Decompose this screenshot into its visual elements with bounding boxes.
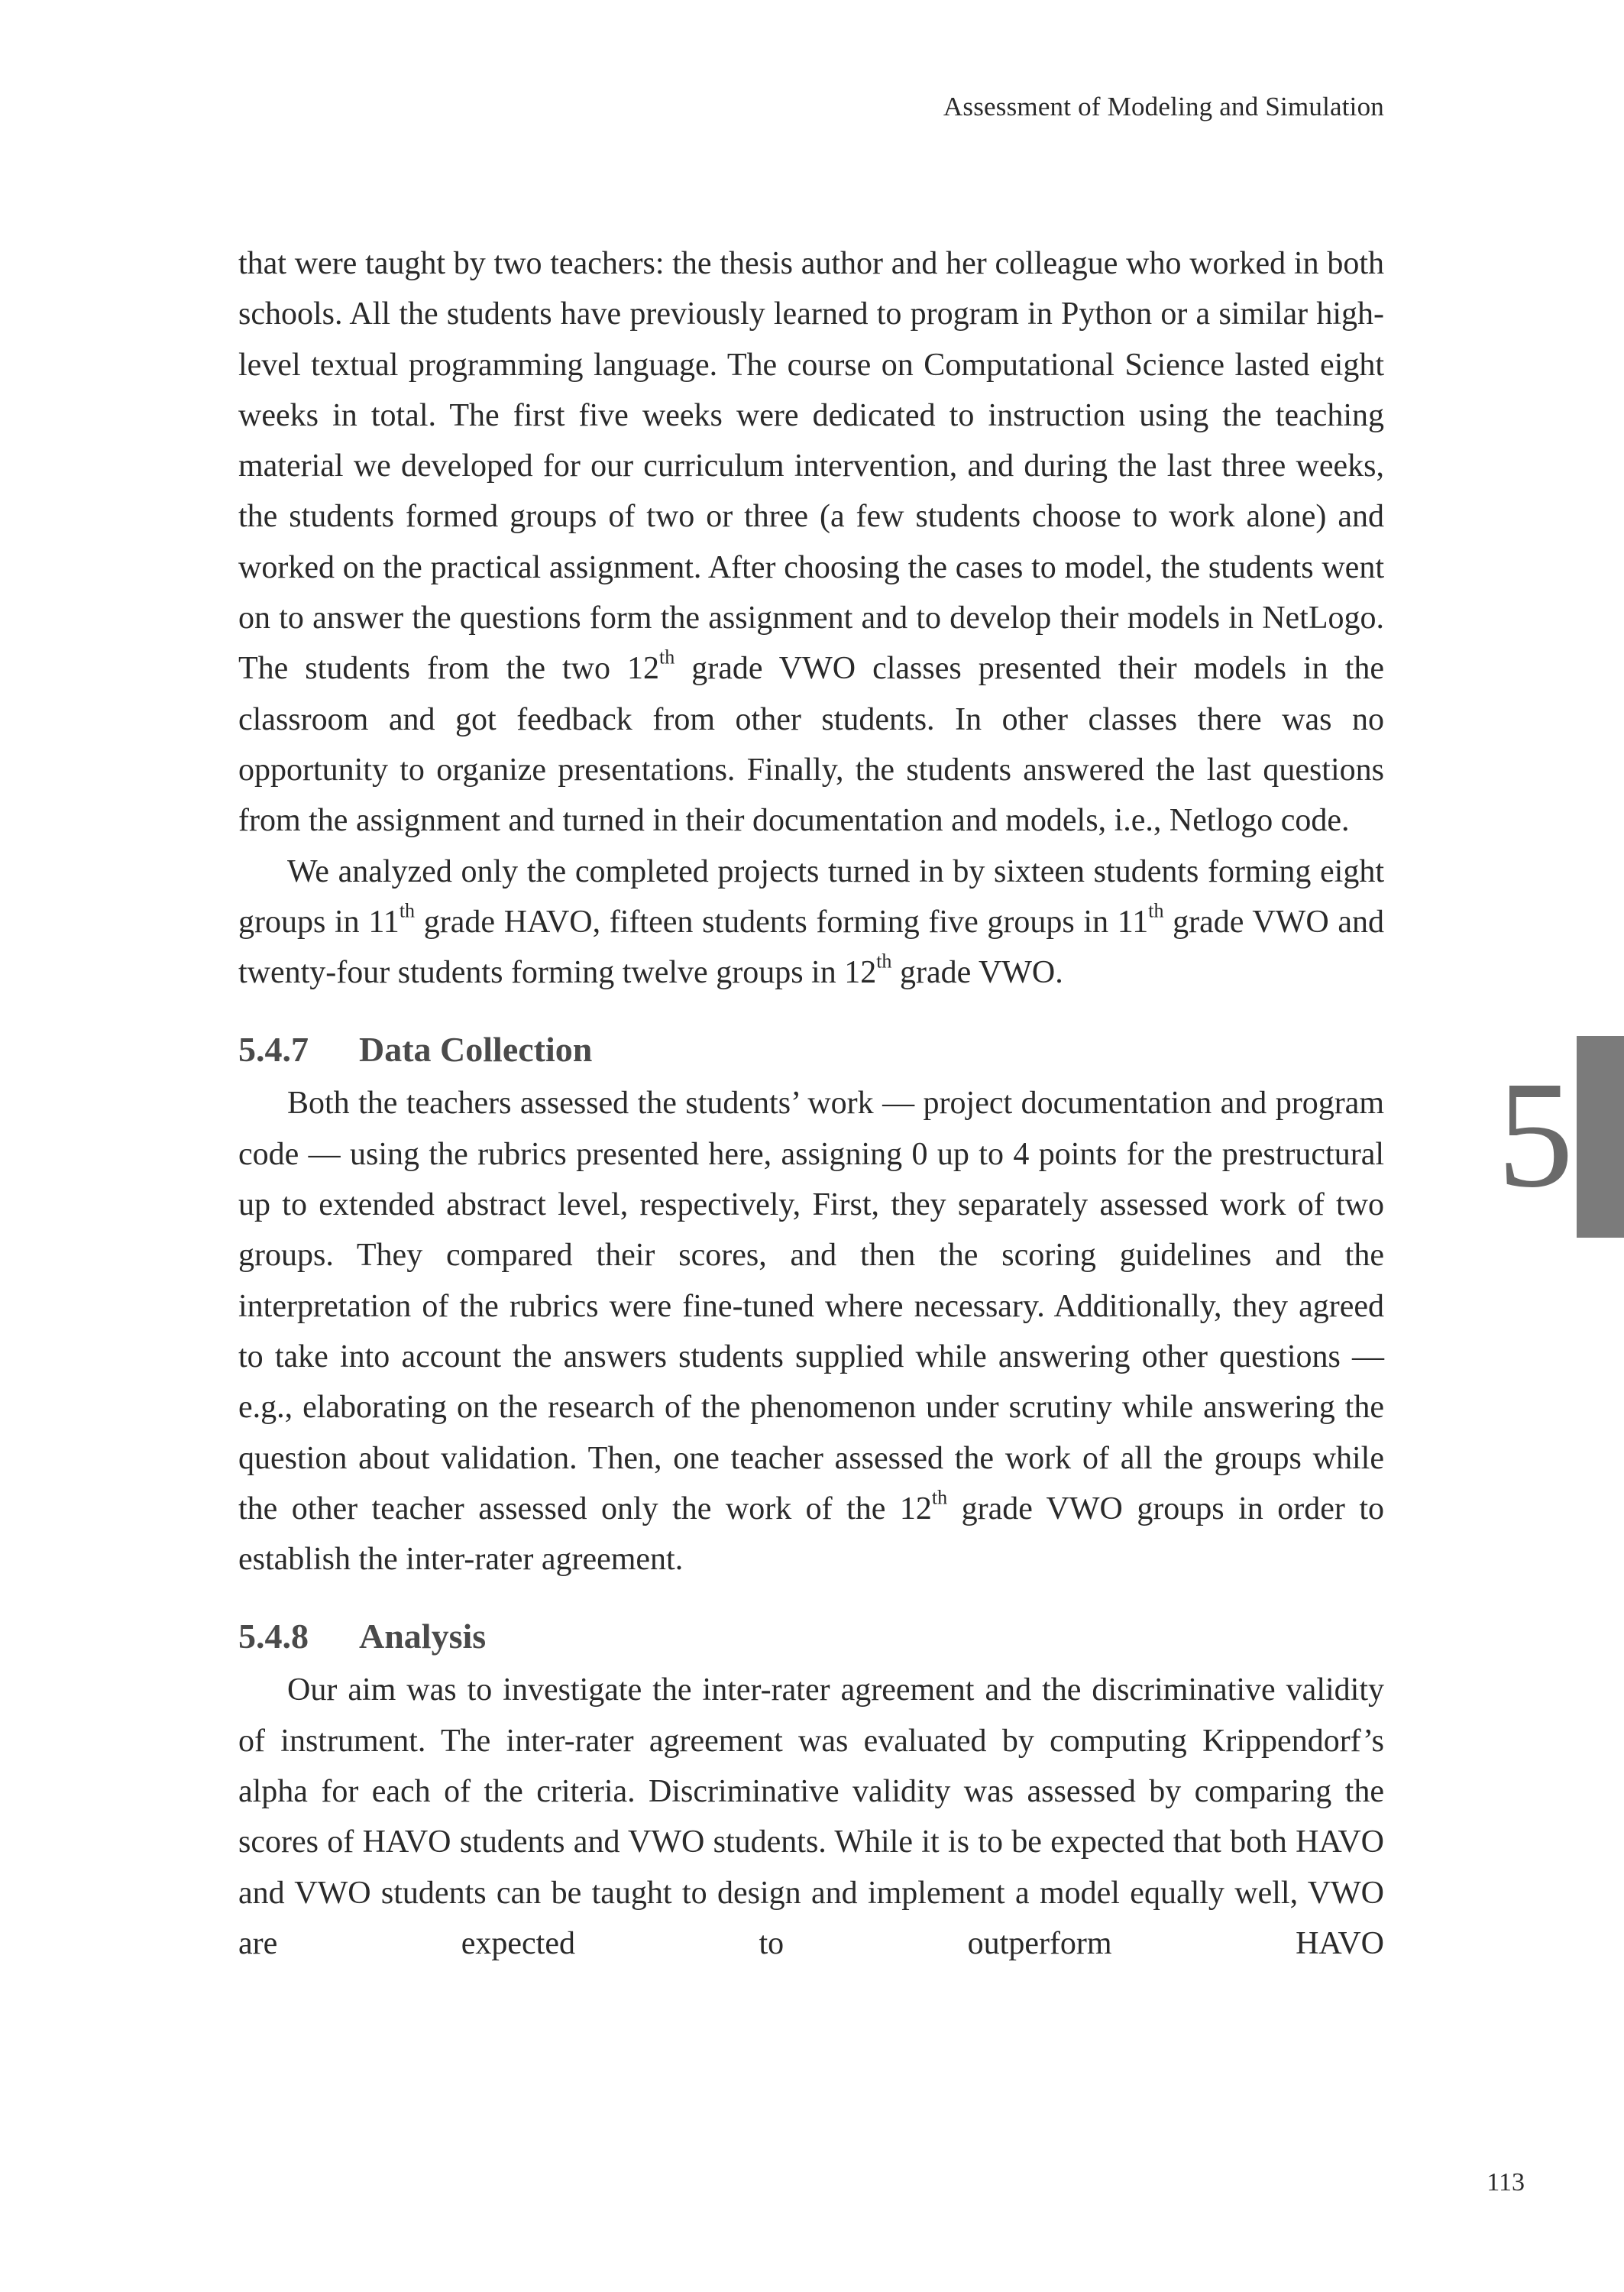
section-number: 5.4.7 [238,1030,309,1070]
superscript: th [1148,899,1164,922]
text-run: grade VWO and twenty-four students forming twelve groups in 12 [238,904,1384,991]
superscript: th [931,1486,948,1509]
text-run: grade VWO classes presented their models in the classroom and got feedback from other students. In other classes there was no opportunity to organize presentations. Finally, the students answered the last questions from the assignment and turned in their documentation and models, i.e., Netlogo code. [238,651,1385,839]
text-run: grade VWO. [891,955,1063,991]
section-heading-547 [238,1021,1384,1078]
text-run: We analyzed only the completed projects turned in by sixteen students forming eight groups in 11 [238,853,1384,940]
superscript: th [876,950,892,973]
section-title: Data Collection [359,1030,593,1070]
paragraph [238,238,1384,847]
chapter-thumb-tab [1577,1036,1624,1238]
page-number: 113 [1487,2168,1525,2196]
paragraph [238,1078,1384,1585]
text-run: grade VWO groups in order to establish the inter-rater agreement. [238,1491,1384,1578]
paragraph [238,1665,1384,1969]
chapter-number: 5 [1497,1050,1574,1219]
superscript: th [399,899,416,922]
text-run: Our aim was to investigate the inter-rater agreement and the discriminative validity of instrument. The inter-rater agreement was evaluated by computing Krippendorf’s alpha for each of the criteria. Discriminative validity was assessed by comparing the scores of HAVO students and VWO students. While it is to be expected that both HAVO and VWO students can be taught to design and implement a model equally well, VWO are expected to outperform HAVO [238,1672,1384,1961]
text-run: Both the teachers assessed the students’ work — project documentation and program code — using the rubrics presented here, assigning 0 up to 4 points for the prestructural up to extended abstract level, respectively, First, they separately assessed work of two groups. They compared their scores, and then the scoring guidelines and the interpretation of the rubrics were fine-tuned where necessary. Additionally, they agreed to take into account the answers students supplied while answering other questions — e.g., elaborating on the research of the phenomenon under scrutiny while answering the question about validation. Then, one teacher assessed the work of all the groups while the other teacher assessed only the work of the 12 [238,1086,1384,1526]
section-title: Analysis [359,1617,487,1656]
body-text [238,238,1384,1969]
running-head: Assessment of Modeling and Simulation [943,92,1384,121]
text-run: grade HAVO, fifteen students forming five groups in 11 [415,904,1149,940]
superscript: th [659,646,675,668]
section-number: 5.4.8 [238,1617,309,1656]
text-run: that were taught by two teachers: the thesis author and her colleague who worked in both schools. All the students have previously learned to program in Python or a similar high-level textual programming language. The course on Computational Science lasted eight weeks in total. The first five weeks were dedicated to instruction using the teaching material we developed for our curriculum intervention, and during the last three weeks, the students formed groups of two or three (a few students choose to work alone) and worked on the practical assignment. After choosing the cases to model, the students went on to answer the questions form the assignment and to develop their models in NetLogo. The students from the two 12 [238,246,1384,687]
paragraph [238,847,1384,999]
section-heading-548 [238,1607,1384,1665]
